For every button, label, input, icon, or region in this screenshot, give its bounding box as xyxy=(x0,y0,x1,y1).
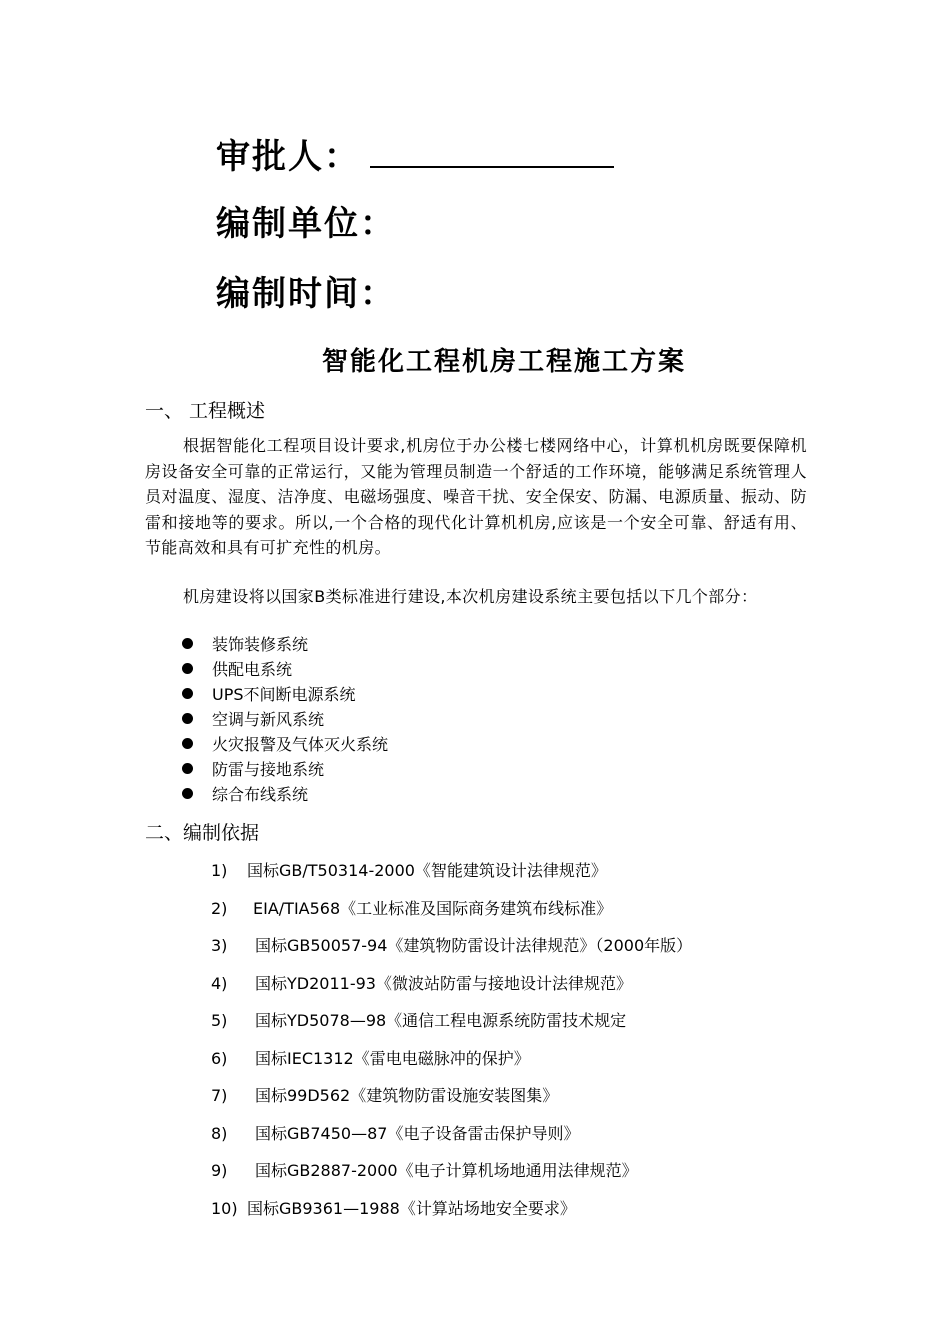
overview-paragraph: 根据智能化工程项目设计要求,机房位于办公楼七楼网络中心，计算机机房既要保障机房设备安全可靠的正常运行，又能为管理员制造一个舒适的工作环境，能够满足系统管理人员对温度、湿度、洁净度、电磁场强度、噪音干扰、安全保安、防漏、电源质量、振动、防雷和接地等的要求。所以,一个合格的现代化计算机机房,应该是一个安全可靠、舒适有用、节能高效和具有可扩充性的机房。 xyxy=(145,436,807,558)
reference-text: 国标YD5078—98《通信工程电源系统防雷技术规定 xyxy=(255,1011,627,1030)
list-item xyxy=(182,732,388,757)
reference-number: 1) xyxy=(211,861,228,880)
list-item-label: 空调与新风系统 xyxy=(212,710,325,729)
date-field xyxy=(216,274,396,314)
system-list xyxy=(182,632,388,807)
reference-number: 4) xyxy=(211,973,228,993)
list-item-label: 火灾报警及气体灭火系统 xyxy=(212,735,389,754)
reference-number: 9) xyxy=(211,1161,228,1180)
unit-label: 编制单位： xyxy=(216,204,396,244)
list-item-label: 防雷与接地系统 xyxy=(212,760,325,779)
reference-item xyxy=(211,971,692,1009)
list-item xyxy=(182,707,388,732)
reference-text: 国标GB50057-94《建筑物防雷设计法律规范》（2000年版） xyxy=(255,936,693,955)
list-item xyxy=(182,757,388,782)
list-item xyxy=(182,657,388,682)
reference-text: 国标99D562《建筑物防雷设施安装图集》 xyxy=(255,1086,559,1105)
reference-item xyxy=(211,1196,692,1234)
bullet-icon xyxy=(182,738,193,749)
bullet-icon xyxy=(182,688,193,699)
reference-item xyxy=(211,933,692,971)
reference-item xyxy=(211,1121,692,1159)
reference-text: 国标GB7450—87《电子设备雷击保护导则》 xyxy=(255,1123,580,1143)
approver-signature-line xyxy=(370,134,614,168)
section-heading-overview: 一、 工程概述 xyxy=(145,400,266,422)
reference-number: 10) xyxy=(211,1198,238,1218)
list-item-label: 供配电系统 xyxy=(212,660,293,679)
approver-label: 审批人： xyxy=(216,137,360,177)
reference-number: 8) xyxy=(211,1123,228,1143)
reference-text: EIA/TIA568《工业标准及国际商务建筑布线标准》 xyxy=(253,898,613,918)
reference-text: 国标GB2887-2000《电子计算机场地通用法律规范》 xyxy=(255,1161,638,1180)
reference-number: 3) xyxy=(211,936,228,955)
bullet-icon xyxy=(182,713,193,724)
reference-text: 国标GB9361—1988《计算站场地安全要求》 xyxy=(247,1198,576,1218)
reference-item xyxy=(211,1046,692,1084)
list-item xyxy=(182,682,388,707)
bullet-icon xyxy=(182,663,193,674)
reference-item xyxy=(211,1083,692,1121)
reference-number: 6) xyxy=(211,1048,228,1068)
reference-number: 2) xyxy=(211,898,228,918)
list-item-label: 综合布线系统 xyxy=(212,785,309,804)
list-item-label: UPS不间断电源系统 xyxy=(212,685,356,704)
reference-text: 国标IEC1312《雷电电磁脉冲的保护》 xyxy=(255,1048,530,1068)
reference-item xyxy=(211,1008,692,1046)
reference-list xyxy=(211,858,692,1233)
date-label: 编制时间： xyxy=(216,274,396,314)
reference-item xyxy=(211,896,692,934)
unit-field xyxy=(216,204,396,244)
bullet-icon xyxy=(182,763,193,774)
reference-number: 7) xyxy=(211,1086,228,1105)
list-item-label: 装饰装修系统 xyxy=(212,635,309,654)
approver-field xyxy=(216,134,614,177)
reference-text: 国标YD2011-93《微波站防雷与接地设计法律规范》 xyxy=(255,973,632,993)
bullet-icon xyxy=(182,788,193,799)
list-item xyxy=(182,632,388,657)
list-item xyxy=(182,782,388,807)
document-title: 智能化工程机房工程施工方案 xyxy=(321,347,686,377)
section-heading-basis: 二、编制依据 xyxy=(145,822,260,844)
reference-item xyxy=(211,1158,692,1196)
reference-item xyxy=(211,858,692,896)
bullet-icon xyxy=(182,638,193,649)
reference-text: 国标GB/T50314-2000《智能建筑设计法律规范》 xyxy=(247,861,607,880)
scope-paragraph: 机房建设将以国家B类标准进行建设,本次机房建设系统主要包括以下几个部分： xyxy=(183,587,758,606)
reference-number: 5) xyxy=(211,1011,228,1030)
